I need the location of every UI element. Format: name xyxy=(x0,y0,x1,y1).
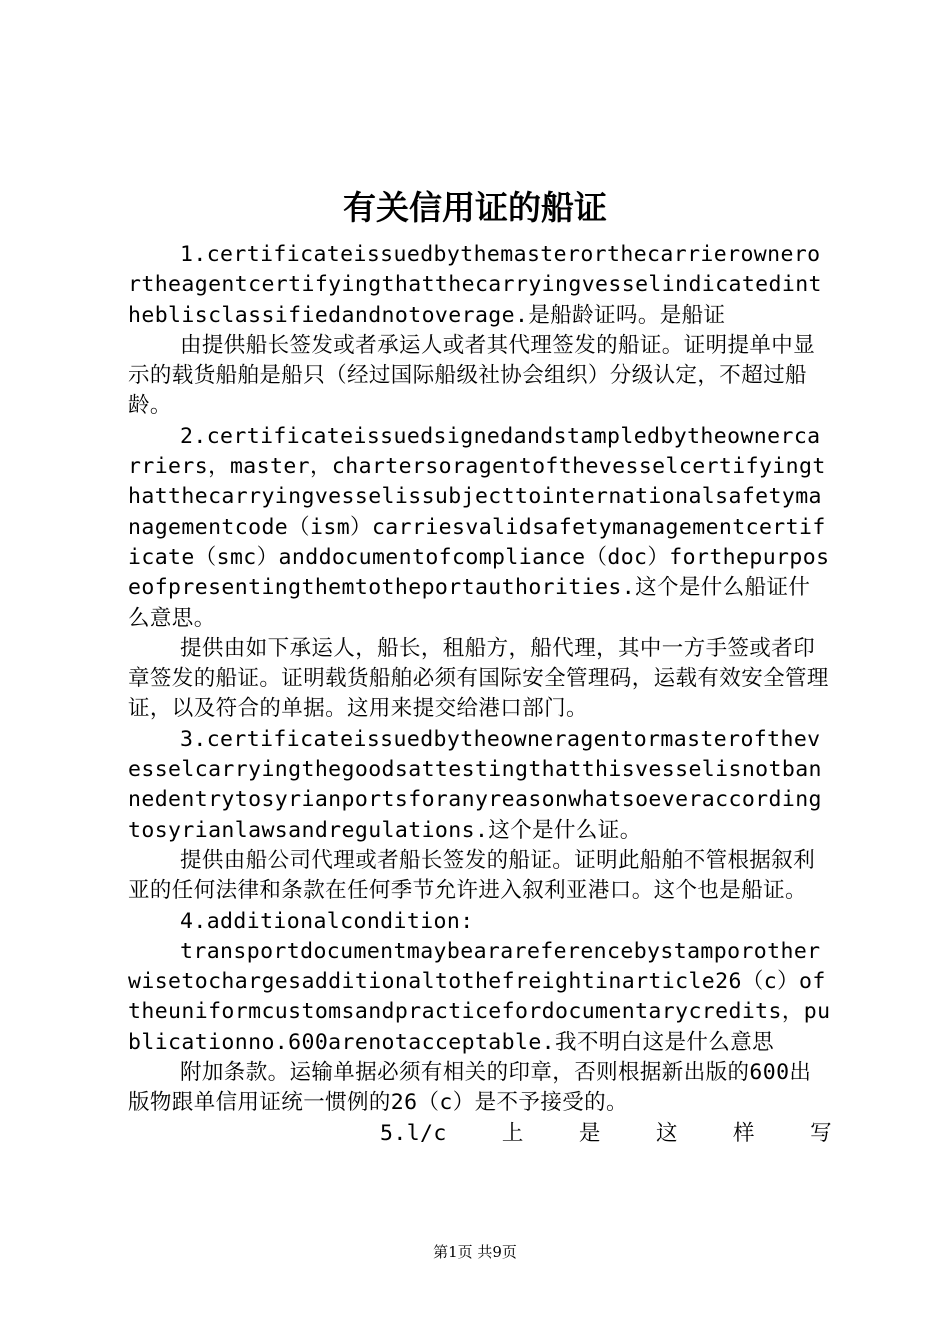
spread-word: 写 xyxy=(810,1120,832,1146)
spread-word: 5.l/c xyxy=(380,1120,447,1146)
spread-word: 样 xyxy=(733,1120,755,1146)
paragraph-4-english: transportdocumentmaybearareferencebystamporotherwisetochargesadditionaltothefreightinarticle26（c）oftheuniformcustomsandpracticefordocumentarycredits，publicationno.600arenotacceptable.我不明白这是什么意思 xyxy=(128,938,831,1055)
paragraph-1-chinese: 由提供船长签发或者承运人或者其代理签发的船证。证明提单中显示的载货船舶是船只（经过国际船级社协会组织）分级认定，不超过船龄。 xyxy=(128,332,816,419)
document-body xyxy=(128,240,832,1149)
paragraph-4-chinese: 附加条款。运输单据必须有相关的印章，否则根据新出版的600出版物跟单信用证统一惯例的26（c）是不予接受的。 xyxy=(128,1060,812,1116)
spread-word: 上 xyxy=(501,1120,524,1146)
paragraph-1-english: 1.certificateissuedbythemasterorthecarrierownerortheagentcertifyingthatthecarryingvesselindicatedintheblisclassifiedandnotoverage.是船龄证吗。是船证 xyxy=(128,242,822,328)
page-footer: 第1页 共9页 xyxy=(433,1243,517,1261)
document-title: 有关信用证的船证 xyxy=(343,188,607,227)
paragraph-3-chinese: 提供由船公司代理或者船长签发的船证。证明此船舶不管根据叙利亚的任何法律和条款在任何季节允许进入叙利亚港口。这个也是船证。 xyxy=(128,847,816,904)
paragraph-4-heading: 4.additionalcondition: xyxy=(180,908,474,934)
paragraph-2-english: 2.certificateissuedsignedandstampledbytheownercarriers，master，chartersoragentofthevesselcertifyingthatthecarryingvesselissubjecttointernationalsafetymanagementcode（ism）carriesvalidsafetymanagementcertificate（smc）anddocumentofcompliance（doc）forthepurposeofpresentingthemtotheportauthorities.这个是什么船证什么意思。 xyxy=(128,423,830,631)
paragraph-2-chinese: 提供由如下承运人，船长，租船方，船代理，其中一方手签或者印章签发的船证。证明载货船舶必须有国际安全管理码，运载有效安全管理证，以及符合的单据。这用来提交给港口部门。 xyxy=(128,635,829,722)
spread-line xyxy=(380,1119,832,1149)
spread-word: 是 xyxy=(578,1120,601,1146)
paragraph-3-english: 3.certificateissuedbytheowneragentormasterofthevesselcarryingthegoodsattestingthatthisvesselisnotbannedentrytosyrianportsforanyreasonwhatsoeveraccordingtosyrianlawsandregulations.这个是什么证。 xyxy=(128,726,822,843)
spread-word: 这 xyxy=(655,1120,678,1146)
paragraph-5-start xyxy=(128,1119,832,1149)
